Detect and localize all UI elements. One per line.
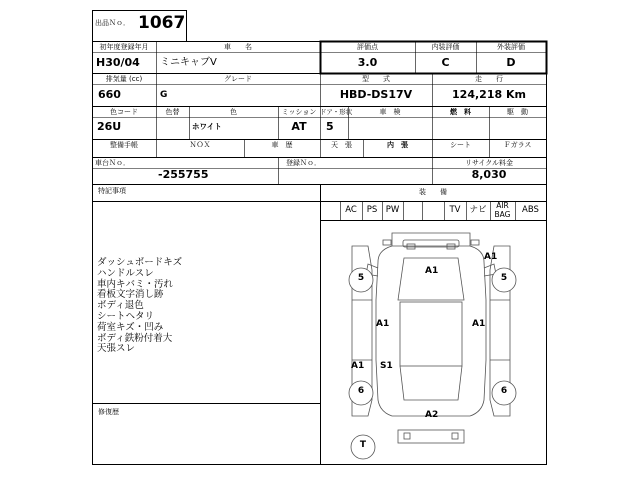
equipment-navi: ナビ [469,205,487,215]
grade-label: グレード [224,75,252,83]
registration-label: 登録Ｎｏ． [286,159,321,167]
equipment-label: 装 備 [419,188,447,196]
model-label: 型 式 [362,75,390,83]
remark-line: 看板文字消し跡 [97,289,164,301]
remarks-label: 特記事項 [98,187,126,195]
color-code-label: 色コード [110,108,138,116]
color-change-label: 色替 [165,108,180,116]
equipment-airbag: AIR BAG [494,201,511,219]
first-registration-label: 初年度登録年月 [99,43,149,51]
repair-history-label: 修復歴 [98,408,119,416]
seat-label: シート [450,141,471,149]
drive-label: 駆 動 [507,108,528,116]
damage-mark-right-side: A1 [472,319,486,329]
equipment-tv: TV [449,205,461,215]
damage-mark-rear-left: A1 [351,361,365,371]
lot-number: 1067 [138,13,186,33]
grade-value: G [160,90,168,100]
equipment-ac: AC [345,205,357,215]
doors-value: 5 [326,120,334,133]
fuel-label: 燃 料 [450,108,471,116]
damage-mark-front-right: A1 [484,252,498,262]
remark-line: ハンドルスレ [97,267,154,279]
remark-line: 天張スレ [97,343,136,355]
damage-mark-rear: A2 [425,410,439,420]
car-name-label: 車 名 [224,43,252,51]
interior-label: 内装評価 [431,43,460,51]
recycle-value: 8,030 [471,168,507,181]
first-registration-value: H30/04 [96,56,140,69]
tire-front-right: 5 [500,273,508,283]
displacement-label: 排気量 (cc) [105,75,143,83]
exterior-label: 外装評価 [497,43,525,51]
manual-label: 整備手帳 [110,141,138,149]
remark-line: シートヘタリ [97,311,155,322]
interior-trim-label: 内 張 [387,141,408,149]
transmission-label: ミッション [281,108,317,116]
chassis-value: -255755 [158,168,209,181]
remark-line: ボディ鉄粉付着大 [97,332,173,344]
tire-front-left: 5 [357,273,365,283]
color-value: ホワイト [192,122,222,131]
remark-line: 荷室キズ・凹み [97,321,164,333]
chassis-label: 車台Ｎｏ． [95,159,130,167]
tire-rear-left: 6 [357,386,365,396]
lot-label: 出品Ｎｏ． [95,19,130,27]
displacement-value: 660 [98,88,121,101]
recycle-label: リサイクル料金 [464,159,514,167]
color-code-value: 26U [97,120,122,133]
history-label: 車 歴 [271,141,293,149]
equipment-pw: PW [385,205,400,215]
exterior-value: D [506,56,516,69]
transmission-value: AT [291,120,307,133]
nox-label: ＮＯＸ [189,141,211,149]
score-label: 評価点 [357,43,378,51]
model-value: HBD-DS17V [339,88,413,101]
equipment-ps: PS [366,205,378,215]
score-value: 3.0 [357,56,378,69]
interior-value: C [441,56,450,69]
damage-mark-left-side: A1 [376,319,390,329]
mileage-value: 124,218 Km [452,88,526,101]
tire-rear-right: 6 [500,386,508,396]
mileage-label: 走 行 [475,75,503,83]
inspection-label: 車 検 [379,108,401,116]
remark-line: 車内キバミ・汚れ [97,278,174,290]
door-shape-label: ドア・形状 [320,108,353,116]
glass-label: Ｆガラス [503,141,532,149]
color-label: 色 [230,108,237,116]
damage-mark-hood: A1 [425,266,439,276]
equipment-abs: ABS [522,205,539,215]
remark-line: ボディ退色 [97,300,144,312]
spare-tire: T [359,440,367,450]
remark-line: ダッシュボードキズ [97,257,183,268]
damage-mark-rear-left-door: S1 [380,361,393,371]
car-name-value: ミニキャブV [160,57,217,68]
sunroof-label: 天 張 [331,141,352,149]
